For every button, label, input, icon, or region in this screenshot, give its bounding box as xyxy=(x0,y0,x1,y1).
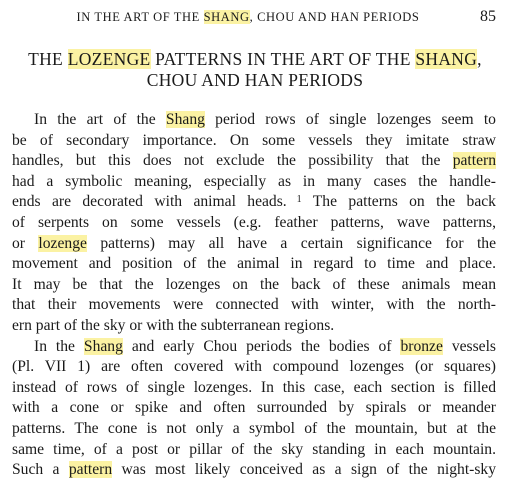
body-line xyxy=(12,172,496,193)
text-run: be of secondary importance. On some vessels they imitate straw xyxy=(12,131,496,149)
highlight-bronze[interactable]: bronze xyxy=(400,337,443,355)
body-line xyxy=(12,234,496,255)
page-number: 85 xyxy=(480,8,496,25)
body-text xyxy=(12,110,496,481)
body-line xyxy=(12,460,496,481)
text-run: patterns) may all have a certain significance for the xyxy=(86,234,497,252)
text-run: It may be that the lozenges on the back of these animals mean xyxy=(12,275,496,293)
running-head-text: , CHOU AND HAN PERIODS xyxy=(249,10,420,24)
body-line xyxy=(12,419,496,440)
highlight-shang[interactable]: Shang xyxy=(165,111,205,128)
title-line-2: CHOU AND HAN PERIODS xyxy=(146,70,364,90)
text-run: ends are decorated with animal heads. xyxy=(12,193,287,211)
highlight-pattern[interactable]: pattern xyxy=(452,152,496,170)
text-run: Such a xyxy=(12,461,69,479)
text-run: of serpents on some vessels (e.g. feather patterns, wave patterns, xyxy=(12,213,496,231)
highlight-lozenge[interactable]: LOZENGE xyxy=(67,49,151,69)
title-text: THE xyxy=(28,49,68,69)
body-line xyxy=(12,378,496,399)
footnote-marker[interactable]: 1 xyxy=(286,194,302,206)
text-run: and early Chou periods the bodies of xyxy=(122,337,401,355)
body-line xyxy=(12,316,496,337)
highlight-shang[interactable]: SHANG xyxy=(203,10,250,24)
text-run: or xyxy=(12,234,39,252)
text-run: had a symbolic meaning, especially as in many cases the handle- xyxy=(12,172,496,190)
text-run: ern part of the sky or with the subterranean regions. xyxy=(12,316,335,334)
chapter-title xyxy=(0,49,510,91)
body-line xyxy=(12,357,496,378)
text-run: In the xyxy=(34,337,84,355)
body-line xyxy=(12,275,496,296)
body-line xyxy=(12,213,496,234)
text-run: (Pl. VII 1) are often covered with compound lozenges (or squares) xyxy=(12,358,496,376)
text-run: was most likely conceived as a sign of the night-sky xyxy=(112,461,497,479)
title-text: PATTERNS IN THE ART OF THE xyxy=(150,49,416,69)
text-run: The patterns on the back xyxy=(301,193,496,211)
text-run: handles, but this does not exclude the possibility that the xyxy=(12,152,453,170)
text-run: same time, of a post or pillar of the sky standing in each mountain. xyxy=(12,440,496,458)
text-run: with a cone or spike and often surrounded by spirals or meander xyxy=(12,399,496,417)
text-run: vessels xyxy=(442,337,496,355)
body-line xyxy=(12,131,496,152)
text-run: patterns. The cone is not only a symbol of the mountain, but at the xyxy=(12,419,496,437)
highlight-shang[interactable]: Shang xyxy=(83,337,123,355)
running-head xyxy=(38,10,458,25)
text-run: movement and position of the animal in regard to time and place. xyxy=(12,255,496,273)
body-line xyxy=(12,254,496,275)
title-text: , xyxy=(477,49,482,69)
title-line-1 xyxy=(0,49,510,70)
text-run: instead of rows of single lozenges. In this case, each section is filled xyxy=(12,378,496,396)
running-head-text: IN THE ART OF THE xyxy=(76,10,204,24)
highlight-lozenge[interactable]: lozenge xyxy=(38,234,87,252)
text-run: In the art of the xyxy=(34,111,166,128)
highlight-pattern[interactable]: pattern xyxy=(68,461,113,479)
body-line xyxy=(12,110,496,131)
body-line xyxy=(12,295,496,316)
body-line xyxy=(12,192,496,213)
body-line xyxy=(12,398,496,419)
body-line xyxy=(12,337,496,358)
text-run: that their movements were connected with winter, with the north- xyxy=(12,296,496,314)
text-run: period rows of single lozenges seem to xyxy=(204,111,496,128)
highlight-shang[interactable]: SHANG xyxy=(415,49,478,69)
body-line xyxy=(12,151,496,172)
body-line xyxy=(12,440,496,461)
